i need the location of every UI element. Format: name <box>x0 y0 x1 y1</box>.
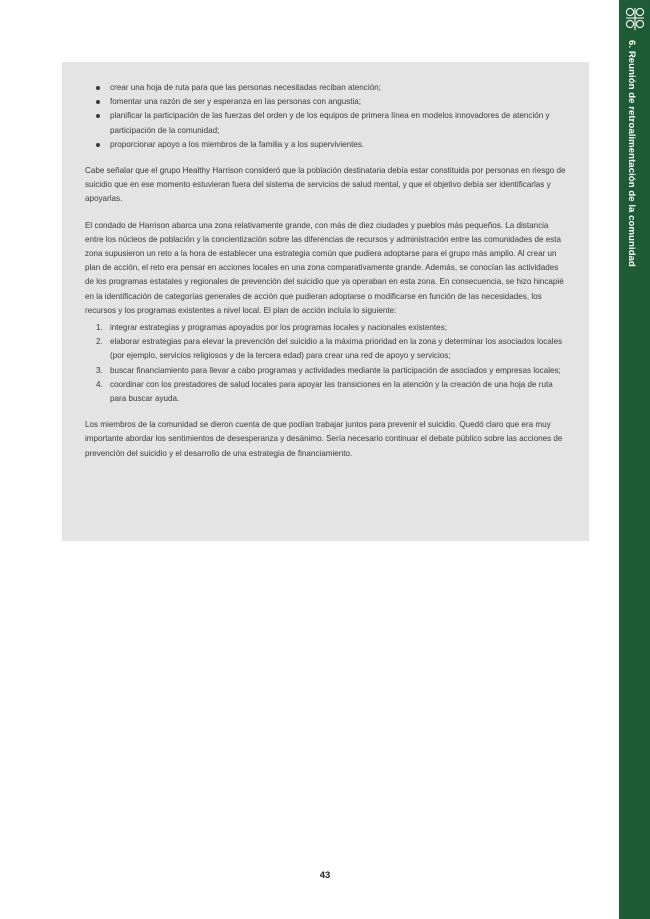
content-box <box>62 62 589 541</box>
list-item-text: fomentar una razón de ser y esperanza en las personas con angustia; <box>110 97 362 107</box>
list-item-text: crear una hoja de ruta para que las personas necesitadas reciban atención; <box>110 83 381 92</box>
list-number: 4. <box>96 379 103 389</box>
list-item <box>85 138 567 152</box>
list-item <box>85 335 567 363</box>
action-plan-list <box>85 321 567 406</box>
list-item <box>85 321 567 335</box>
list-item-text: proporcionar apoyo a los miembros de la familia y a los supervivientes. <box>110 139 365 149</box>
bullet-icon <box>96 143 100 147</box>
bullet-icon <box>96 114 100 118</box>
list-item-text: coordinar con los prestadores de salud locales para apoyar las transiciones en la atención y la creación de una hoja de ruta para buscar ayuda. <box>110 379 553 404</box>
flower-logo-icon <box>623 6 647 32</box>
bullet-icon <box>96 100 100 104</box>
list-item-text: elaborar estrategias para elevar la prevención del suicidio a la máxima prioridad en la zona y determinar los asociados locales (por ejemplo, servicios religiosos y de la tercera edad) para crear una red de apoyo y servicios; <box>110 337 563 361</box>
paragraph-harrison-county: El condado de Harrison abarca una zona relativamente grande, con más de diez ciudades y pueblos más pequeños. La distancia entre los núcleos de población y la concientización sobre las diferencias de recursos y administración entre las comunidades de esta zona supusieron un reto a la hora de establecer una estrategia común que pudiera adoptarse para el grupo más amplio. Al crear un plan de acción, el reto era pensar en acciones locales en una zona comparativamente grande. Además, se conocían las actividades de los programas estatales y regionales de prevención del suicidio que ya operaban en esta zona. En consecuencia, se hizo hincapié en la identificación de categorías generales de acción que pudieran adoptarse o modificarse en función de las necesidades, los recursos y los programas existentes a nivel local. El plan de acción incluía lo siguiente: <box>85 220 564 315</box>
chapter-title: 6. Reunión de retroalimentación de la comunidad <box>626 40 637 267</box>
list-item-text: integrar estrategias y programas apoyados por los programas locales y nacionales existentes; <box>110 323 447 333</box>
bullet-icon <box>96 86 100 90</box>
list-number: 3. <box>96 365 103 375</box>
paragraph-conclusion: Los miembros de la comunidad se dieron cuenta de que podían trabajar juntos para prevenir el suicidio. Quedó claro que era muy importante abordar los sentimientos de desesperanza y desánimo. Sería necesario continuar el debate público sobre las acciones de prevención del suicidio y el desarrollo de una estrategia de financiamiento. <box>85 420 563 458</box>
list-item <box>85 378 567 406</box>
list-item-text: planificar la participación de las fuerzas del orden y de los equipos de primera línea en modelos innovadores de atención y participación de la comunidad; <box>110 111 550 135</box>
list-item <box>85 109 567 137</box>
paragraph-target-population: Cabe señalar que el grupo Healthy Harrison consideró que la población destinataria debía estar constituida por personas en riesgo de suicidio que en ese momento estuvieran fuera del sistema de servicios de salud mental, y que el objetivo debía ser identificarlas y apoyarlas. <box>85 166 566 204</box>
page-number: 43 <box>319 870 331 881</box>
list-number: 1. <box>96 323 103 333</box>
list-number: 2. <box>96 337 103 347</box>
list-item <box>85 95 567 109</box>
bullet-list <box>85 81 567 152</box>
list-item <box>85 364 567 378</box>
list-item <box>85 81 567 95</box>
list-item-text: buscar financiamiento para llevar a cabo programas y actividades mediante la participación de asociados y empresas locales; <box>110 365 561 375</box>
